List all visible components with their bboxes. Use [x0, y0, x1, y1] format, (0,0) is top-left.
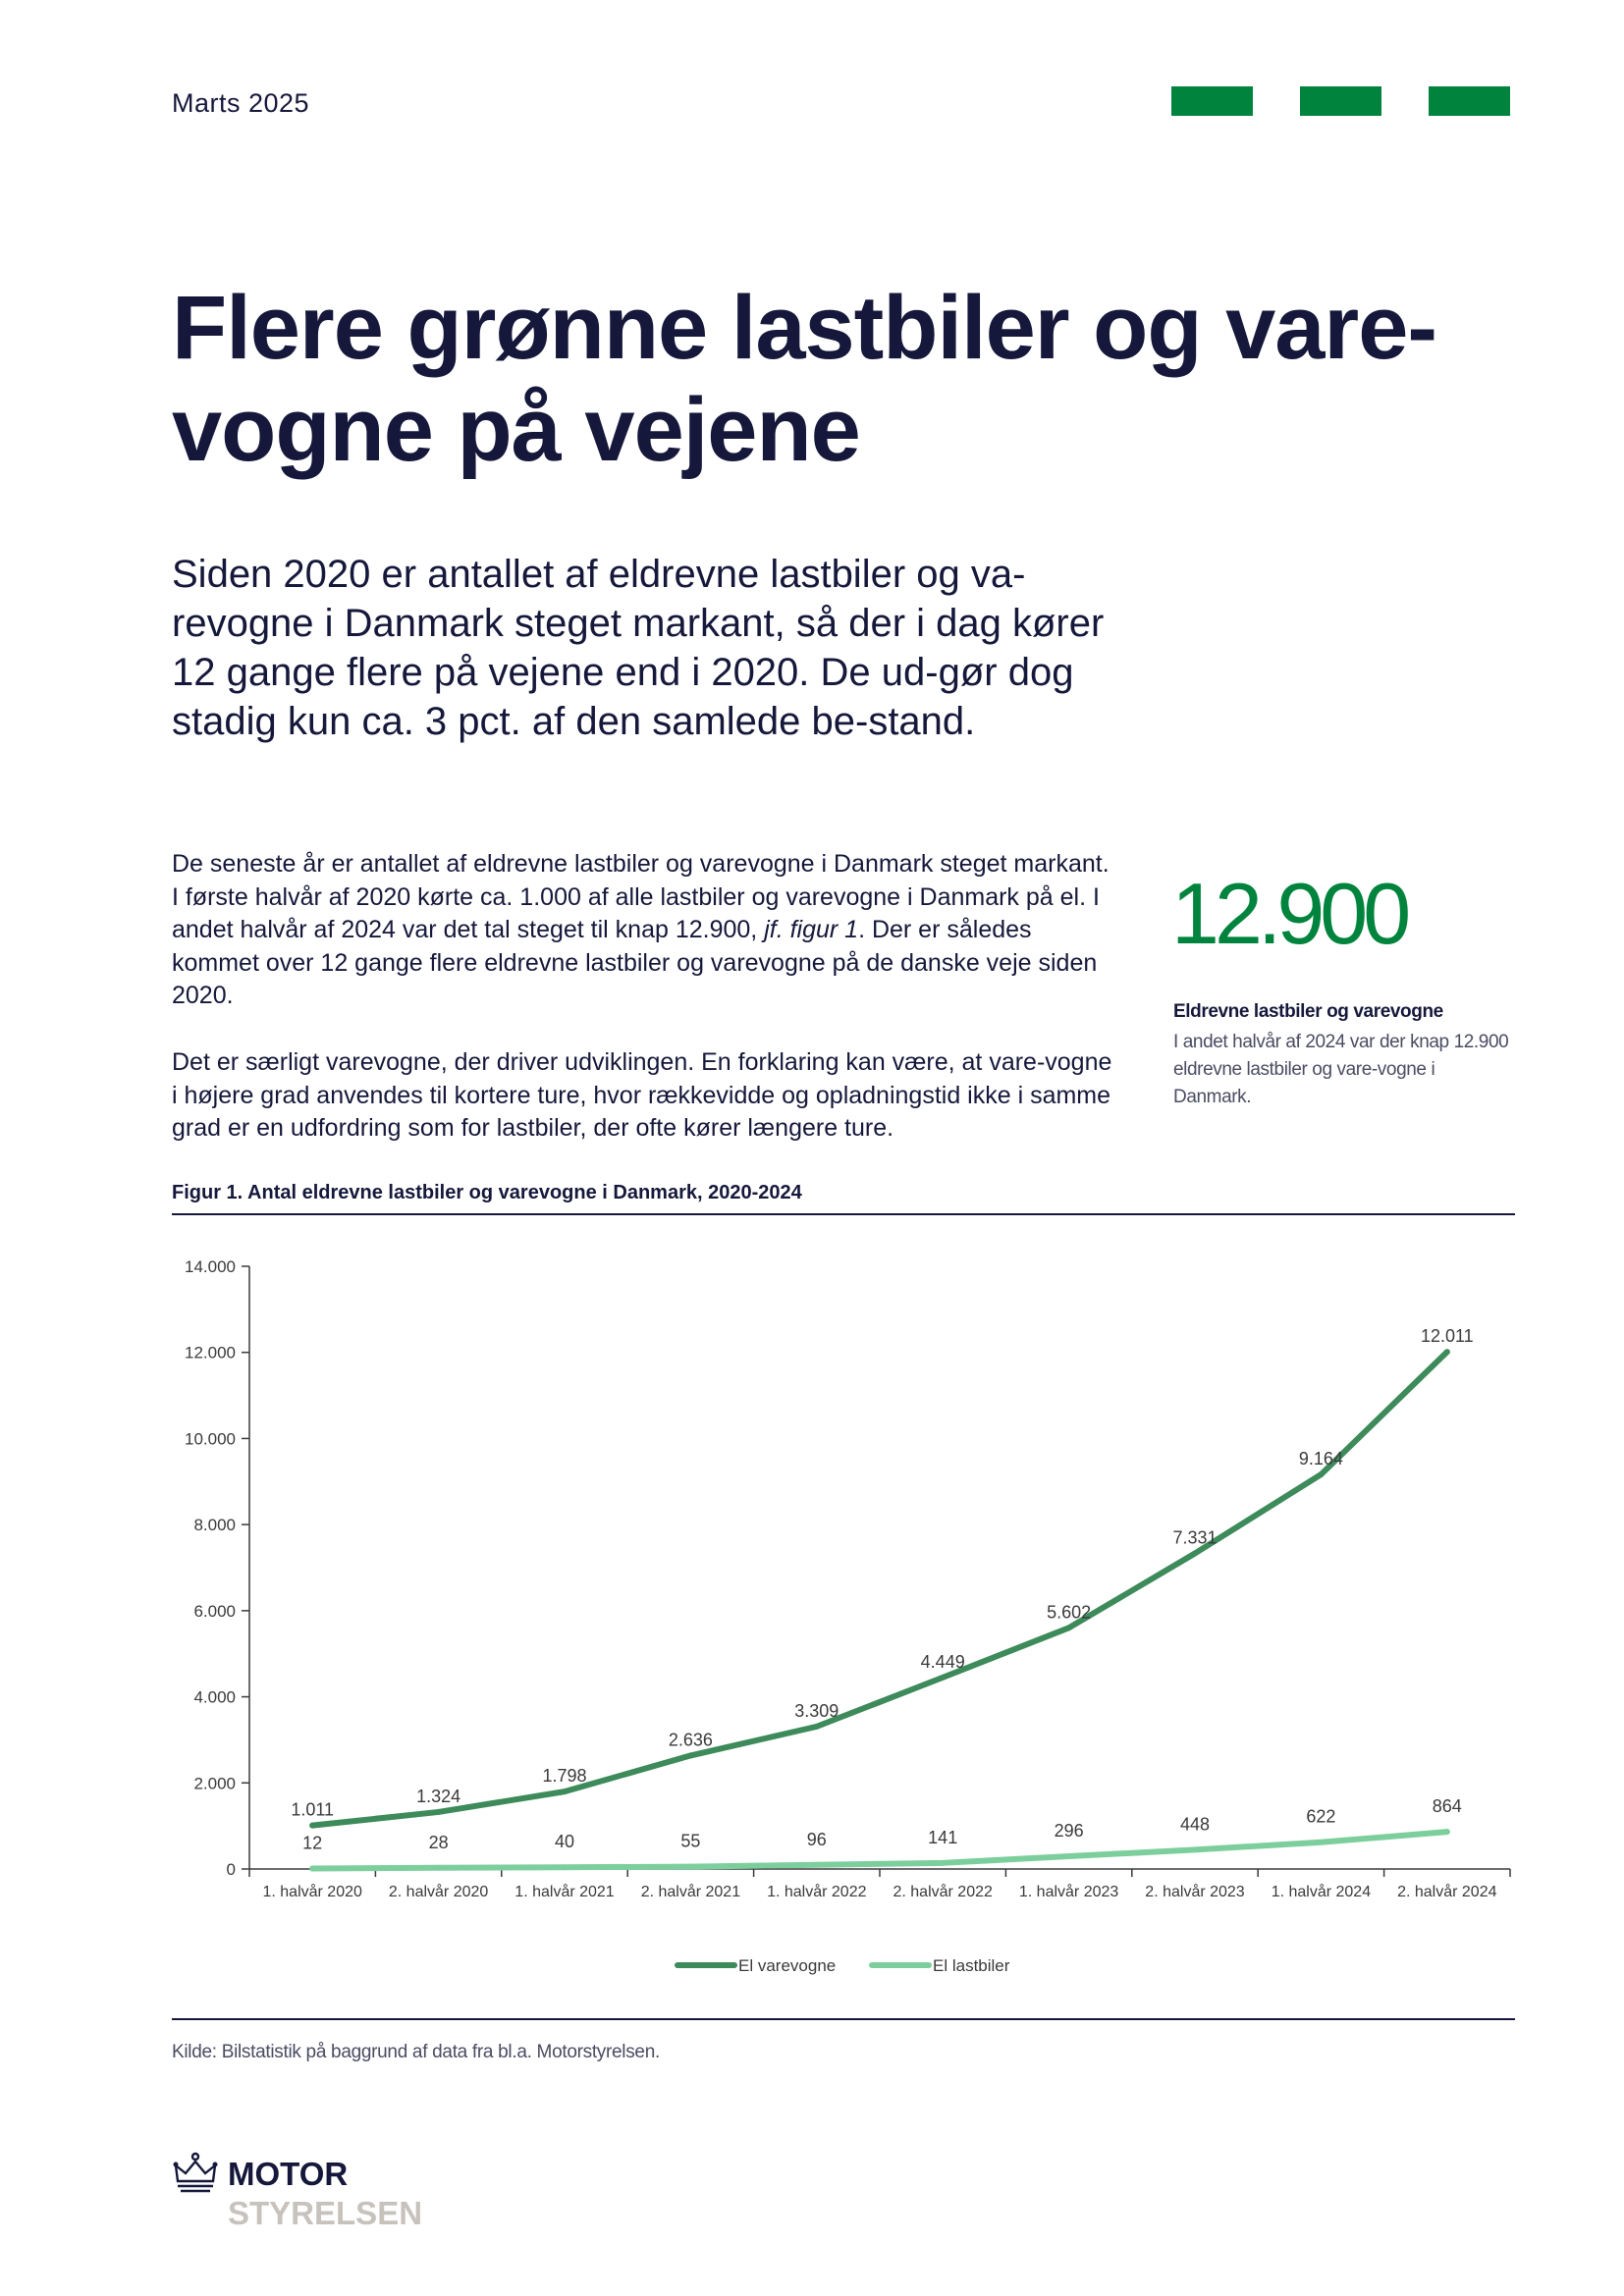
data-label: 12.011 [1420, 1326, 1474, 1347]
y-tick-label: 8.000 [193, 1516, 236, 1535]
data-point [436, 1865, 442, 1871]
y-tick-label: 0 [226, 1860, 236, 1879]
data-label: 141 [928, 1827, 958, 1847]
data-label: 12 [302, 1833, 323, 1853]
data-label: 7.331 [1172, 1527, 1218, 1548]
y-axis [185, 1257, 249, 1879]
fact-number: 12.900 [1171, 865, 1407, 962]
data-point [687, 1752, 693, 1758]
data-label: 96 [806, 1829, 827, 1849]
data-point [1066, 1625, 1072, 1630]
body-paragraph-1 [172, 848, 1114, 1013]
y-tick-label: 4.000 [193, 1687, 236, 1707]
report-date: Marts 2025 [172, 88, 310, 118]
x-tick-label: 2. halvår 2022 [893, 1884, 993, 1900]
body-paragraph-2: Det er særligt varevogne, der driver udviklingen. En forklaring kan være, at vare-vogne i højere grad anvendes til kortere ture, hvor rækkevidde og opladningstid ikke i samme grad er en udfordring som for lastbiler, der ofte kører længere ture. [172, 1048, 1112, 1143]
x-tick-label: 1. halvår 2023 [1018, 1884, 1119, 1900]
figure-reference: jf. figur 1 [764, 916, 859, 944]
data-label: 4.449 [920, 1651, 965, 1672]
data-label: 5.602 [1047, 1602, 1092, 1623]
data-point [814, 1724, 820, 1730]
data-label: 1.324 [416, 1786, 461, 1806]
data-label: 1.011 [291, 1799, 335, 1820]
data-point [687, 1864, 693, 1870]
x-tick-label: 2. halvår 2023 [1145, 1884, 1245, 1900]
x-tick-label: 1. halvår 2020 [262, 1884, 362, 1900]
data-point [562, 1864, 568, 1870]
data-label: 622 [1306, 1806, 1336, 1827]
page-title: Flere grønne lastbiler og vare-vogne på vejene [172, 278, 1437, 480]
data-point [562, 1789, 568, 1794]
y-tick-label: 14.000 [185, 1257, 236, 1276]
data-label: 864 [1432, 1796, 1462, 1817]
x-tick-label: 2. halvår 2020 [388, 1884, 489, 1900]
data-label: 2.636 [668, 1730, 713, 1750]
data-point [940, 1860, 946, 1866]
accent-bar-1 [1171, 86, 1253, 116]
y-tick-label: 12.000 [185, 1343, 236, 1362]
line-chart [157, 1237, 1512, 2002]
body-paragraph-1-text: De seneste år er antallet af eldrevne lastbiler og varevogne i Danmark steget markant. I første halvår af 2020 kørte ca. 1.000 af alle lastbiler og varevogne i Danmark på el. I andet halvår af 2024 var det tal steget til knap 12.900, [172, 850, 1110, 944]
x-tick-label: 2. halvår 2021 [640, 1884, 741, 1900]
y-tick-label: 2.000 [193, 1774, 236, 1793]
data-point [814, 1862, 820, 1868]
data-point [1318, 1471, 1324, 1477]
y-tick-label: 10.000 [185, 1429, 236, 1449]
data-point [940, 1675, 946, 1681]
figure-bottom-rule [172, 2018, 1515, 2020]
data-label: 40 [554, 1832, 575, 1852]
series-line-el-varevogne [312, 1352, 1447, 1825]
data-label: 1.798 [542, 1766, 587, 1787]
figure-top-rule [172, 1213, 1515, 1215]
x-tick-label: 1. halvår 2022 [767, 1884, 867, 1900]
x-tick-label: 1. halvår 2021 [514, 1884, 615, 1900]
data-point [1444, 1349, 1450, 1355]
crown-icon [172, 2152, 219, 2195]
data-label: 296 [1054, 1821, 1084, 1842]
data-label: 28 [428, 1832, 449, 1852]
data-point [1444, 1829, 1450, 1835]
accent-bar-3 [1429, 86, 1510, 116]
legend-label: El varevogne [738, 1956, 837, 1975]
data-point [309, 1823, 315, 1829]
logo-line-2: STYRELSEN [228, 2195, 423, 2231]
lead-paragraph: Siden 2020 er antallet af eldrevne lastbiler og va-revogne i Danmark steget markant, så der i dag kører 12 gange flere på vejene end i 2020. De ud-gør dog stadig kun ca. 3 pct. af den samlede be-stand. [172, 553, 1105, 743]
x-axis [249, 1869, 1510, 1900]
fact-heading: Eldrevne lastbiler og varevogne [1173, 1001, 1443, 1022]
chart-series [291, 1326, 1473, 1871]
fact-text: I andet halvår af 2024 var der knap 12.900 eldrevne lastbiler og vare-vogne i Danmark. [1173, 1032, 1509, 1107]
legend-label: El lastbiler [933, 1956, 1010, 1975]
x-tick-label: 1. halvår 2024 [1271, 1884, 1372, 1900]
data-point [1066, 1853, 1072, 1859]
chart-legend [677, 1956, 1010, 1975]
y-tick-label: 6.000 [193, 1601, 236, 1621]
data-point [1192, 1550, 1198, 1556]
data-label: 448 [1179, 1814, 1211, 1835]
data-point [436, 1809, 442, 1815]
logo-line-1: MOTOR [228, 2156, 349, 2192]
data-label: 55 [680, 1831, 701, 1851]
accent-bar-2 [1300, 86, 1381, 116]
body-paragraph-1-end: . Der er således kommet over 12 gange flere eldrevne lastbiler og varevogne på de danske veje siden 2020. [172, 916, 1098, 1010]
data-point [1192, 1846, 1198, 1852]
data-label: 9.164 [1298, 1449, 1343, 1469]
figure-title: Figur 1. Antal eldrevne lastbiler og varevogne i Danmark, 2020-2024 [172, 1182, 802, 1203]
figure-source: Kilde: Bilstatistik på baggrund af data fra bl.a. Motorstyrelsen. [172, 2042, 660, 2062]
data-point [309, 1865, 315, 1871]
data-label: 3.309 [794, 1700, 839, 1721]
data-point [1318, 1840, 1324, 1845]
x-tick-label: 2. halvår 2024 [1397, 1884, 1497, 1900]
